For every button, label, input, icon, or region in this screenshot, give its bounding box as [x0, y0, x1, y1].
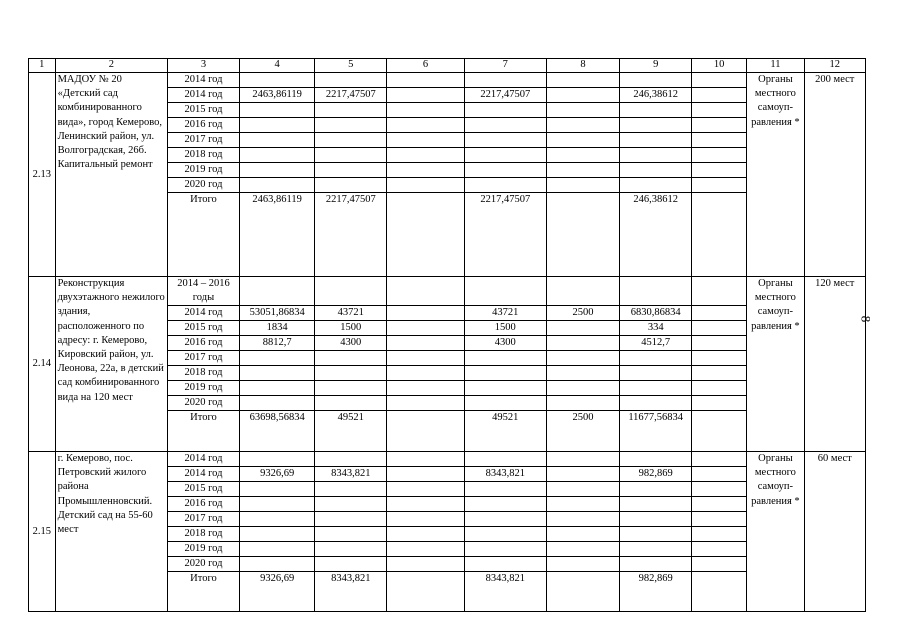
amount-cell-9: [620, 497, 692, 512]
capacity-places: 60 мест: [804, 452, 865, 612]
program-table: [28, 58, 866, 612]
amount-cell-9: [620, 482, 692, 497]
amount-cell-10: [692, 306, 747, 321]
period-cell: 2018 год: [168, 527, 240, 542]
amount-cell-4: [239, 118, 315, 133]
amount-cell-4: 9326,69: [239, 467, 315, 482]
amount-cell-9: 246,38612: [620, 193, 692, 277]
amount-cell-10: [692, 178, 747, 193]
amount-cell-10: [692, 381, 747, 396]
amount-cell-5: [315, 497, 387, 512]
amount-cell-8: [546, 542, 620, 557]
amount-cell-4: [239, 497, 315, 512]
amount-cell-5: 8343,821: [315, 467, 387, 482]
amount-cell-10: [692, 557, 747, 572]
period-cell: 2020 год: [168, 178, 240, 193]
amount-cell-9: 6830,86834: [620, 306, 692, 321]
amount-cell-7: [464, 148, 546, 163]
amount-cell-9: [620, 351, 692, 366]
amount-cell-4: [239, 277, 315, 306]
amount-cell-8: [546, 527, 620, 542]
amount-cell-4: [239, 527, 315, 542]
amount-cell-10: [692, 321, 747, 336]
period-cell: 2019 год: [168, 163, 240, 178]
amount-cell-5: [315, 512, 387, 527]
amount-cell-5: [315, 452, 387, 467]
object-name: Реконструкция двухэтажного нежилого здания, расположенного по адресу: г. Кемерово, Кировский район, ул. Леонова, 22а, в детский сад комбинированного вида на 120 мест: [55, 277, 168, 452]
amount-cell-8: [546, 512, 620, 527]
amount-cell-4: 63698,56834: [239, 411, 315, 452]
amount-cell-8: [546, 467, 620, 482]
period-cell: 2014 год: [168, 467, 240, 482]
amount-cell-8: [546, 497, 620, 512]
page-number: 8: [858, 315, 874, 323]
amount-cell-9: [620, 381, 692, 396]
amount-cell-5: 1500: [315, 321, 387, 336]
amount-cell-5: [315, 163, 387, 178]
amount-cell-5: [315, 103, 387, 118]
capacity-places: 120 мест: [804, 277, 865, 452]
amount-cell-9: [620, 396, 692, 411]
object-name: МАДОУ № 20 «Детский сад комбинированного вида», город Кемерово, Ленинский район, ул. Волгоградская, 26б. Капитальный ремонт: [55, 73, 168, 277]
amount-cell-10: [692, 467, 747, 482]
column-number: 12: [804, 59, 865, 73]
amount-cell-9: [620, 178, 692, 193]
amount-cell-6: [387, 103, 465, 118]
amount-cell-6: [387, 452, 465, 467]
amount-cell-9: 982,869: [620, 572, 692, 612]
amount-cell-6: [387, 321, 465, 336]
period-cell: Итого: [168, 193, 240, 277]
period-cell: 2020 год: [168, 557, 240, 572]
period-cell: 2020 год: [168, 396, 240, 411]
amount-cell-6: [387, 178, 465, 193]
period-cell: 2016 год: [168, 118, 240, 133]
amount-cell-8: [546, 133, 620, 148]
column-number: 2: [55, 59, 168, 73]
item-number: 2.14: [29, 277, 56, 452]
table-body: [29, 59, 866, 612]
amount-cell-5: [315, 118, 387, 133]
amount-cell-10: [692, 277, 747, 306]
amount-cell-10: [692, 452, 747, 467]
amount-cell-7: [464, 557, 546, 572]
amount-cell-5: [315, 527, 387, 542]
period-cell: Итого: [168, 411, 240, 452]
amount-cell-8: [546, 163, 620, 178]
amount-cell-4: 53051,86834: [239, 306, 315, 321]
amount-cell-4: [239, 73, 315, 88]
amount-cell-6: [387, 366, 465, 381]
amount-cell-7: [464, 381, 546, 396]
period-cell: 2015 год: [168, 482, 240, 497]
amount-cell-6: [387, 381, 465, 396]
amount-cell-5: [315, 133, 387, 148]
amount-cell-9: [620, 452, 692, 467]
amount-cell-5: 43721: [315, 306, 387, 321]
period-cell: 2017 год: [168, 351, 240, 366]
amount-cell-6: [387, 482, 465, 497]
amount-cell-10: [692, 336, 747, 351]
responsible-body: Органы местного самоуп-равления *: [747, 73, 804, 277]
amount-cell-10: [692, 193, 747, 277]
amount-cell-8: 2500: [546, 411, 620, 452]
amount-cell-7: 1500: [464, 321, 546, 336]
amount-cell-6: [387, 572, 465, 612]
amount-cell-8: [546, 73, 620, 88]
amount-cell-4: [239, 133, 315, 148]
amount-cell-5: 2217,47507: [315, 88, 387, 103]
period-cell: 2018 год: [168, 366, 240, 381]
amount-cell-10: [692, 103, 747, 118]
amount-cell-7: 8343,821: [464, 572, 546, 612]
amount-cell-8: [546, 572, 620, 612]
amount-cell-7: [464, 73, 546, 88]
amount-cell-4: [239, 512, 315, 527]
amount-cell-8: [546, 118, 620, 133]
amount-cell-9: [620, 118, 692, 133]
amount-cell-5: [315, 482, 387, 497]
amount-cell-5: [315, 178, 387, 193]
amount-cell-5: [315, 366, 387, 381]
amount-cell-9: 4512,7: [620, 336, 692, 351]
amount-cell-4: 2463,86119: [239, 88, 315, 103]
year-row: [29, 452, 866, 467]
column-number: 3: [168, 59, 240, 73]
amount-cell-10: [692, 88, 747, 103]
amount-cell-9: [620, 512, 692, 527]
period-cell: 2016 год: [168, 497, 240, 512]
amount-cell-6: [387, 557, 465, 572]
amount-cell-4: [239, 163, 315, 178]
amount-cell-10: [692, 396, 747, 411]
amount-cell-5: 49521: [315, 411, 387, 452]
amount-cell-5: [315, 381, 387, 396]
amount-cell-4: [239, 148, 315, 163]
amount-cell-9: 982,869: [620, 467, 692, 482]
period-cell: Итого: [168, 572, 240, 612]
amount-cell-7: [464, 396, 546, 411]
amount-cell-7: [464, 178, 546, 193]
column-number: 10: [692, 59, 747, 73]
amount-cell-4: 1834: [239, 321, 315, 336]
amount-cell-4: [239, 366, 315, 381]
amount-cell-7: [464, 366, 546, 381]
amount-cell-5: 8343,821: [315, 572, 387, 612]
amount-cell-4: [239, 178, 315, 193]
amount-cell-8: [546, 482, 620, 497]
amount-cell-8: [546, 396, 620, 411]
amount-cell-6: [387, 467, 465, 482]
amount-cell-8: [546, 178, 620, 193]
amount-cell-7: 8343,821: [464, 467, 546, 482]
amount-cell-9: 11677,56834: [620, 411, 692, 452]
period-cell: 2015 год: [168, 321, 240, 336]
amount-cell-9: [620, 366, 692, 381]
period-cell: 2018 год: [168, 148, 240, 163]
amount-cell-9: [620, 103, 692, 118]
amount-cell-4: [239, 396, 315, 411]
amount-cell-6: [387, 497, 465, 512]
amount-cell-6: [387, 306, 465, 321]
amount-cell-10: [692, 542, 747, 557]
amount-cell-7: [464, 527, 546, 542]
column-number: 7: [464, 59, 546, 73]
amount-cell-6: [387, 527, 465, 542]
amount-cell-7: [464, 351, 546, 366]
amount-cell-10: [692, 411, 747, 452]
amount-cell-8: 2500: [546, 306, 620, 321]
amount-cell-6: [387, 336, 465, 351]
amount-cell-7: [464, 118, 546, 133]
amount-cell-4: 8812,7: [239, 336, 315, 351]
amount-cell-4: [239, 452, 315, 467]
amount-cell-10: [692, 351, 747, 366]
amount-cell-6: [387, 396, 465, 411]
amount-cell-5: [315, 277, 387, 306]
amount-cell-5: 4300: [315, 336, 387, 351]
amount-cell-7: [464, 103, 546, 118]
column-number: 4: [239, 59, 315, 73]
amount-cell-5: [315, 351, 387, 366]
amount-cell-5: 2217,47507: [315, 193, 387, 277]
amount-cell-9: [620, 527, 692, 542]
amount-cell-7: [464, 512, 546, 527]
amount-cell-4: [239, 381, 315, 396]
period-cell: 2014 год: [168, 306, 240, 321]
amount-cell-8: [546, 351, 620, 366]
amount-cell-10: [692, 148, 747, 163]
amount-cell-6: [387, 88, 465, 103]
responsible-body: Органы местного самоуп-равления *: [747, 277, 804, 452]
amount-cell-8: [546, 452, 620, 467]
amount-cell-5: [315, 73, 387, 88]
amount-cell-6: [387, 512, 465, 527]
amount-cell-6: [387, 163, 465, 178]
column-number: 9: [620, 59, 692, 73]
amount-cell-7: [464, 482, 546, 497]
amount-cell-6: [387, 118, 465, 133]
amount-cell-8: [546, 336, 620, 351]
amount-cell-4: 2463,86119: [239, 193, 315, 277]
amount-cell-4: [239, 482, 315, 497]
amount-cell-8: [546, 557, 620, 572]
amount-cell-9: [620, 557, 692, 572]
amount-cell-10: [692, 497, 747, 512]
amount-cell-9: [620, 542, 692, 557]
responsible-body: Органы местного самоуп-равления *: [747, 452, 804, 612]
amount-cell-10: [692, 482, 747, 497]
period-cell: 2016 год: [168, 336, 240, 351]
amount-cell-7: 2217,47507: [464, 88, 546, 103]
amount-cell-9: [620, 73, 692, 88]
object-name: г. Кемерово, пос. Петровский жилого района Промышленновский. Детский сад на 55-60 мест: [55, 452, 168, 612]
amount-cell-8: [546, 277, 620, 306]
amount-cell-10: [692, 512, 747, 527]
amount-cell-10: [692, 73, 747, 88]
amount-cell-5: [315, 557, 387, 572]
amount-cell-5: [315, 542, 387, 557]
amount-cell-7: 2217,47507: [464, 193, 546, 277]
period-cell: 2019 год: [168, 542, 240, 557]
amount-cell-8: [546, 148, 620, 163]
period-cell: 2014 год: [168, 452, 240, 467]
item-number: 2.15: [29, 452, 56, 612]
amount-cell-7: [464, 497, 546, 512]
column-number: 8: [546, 59, 620, 73]
column-number: 5: [315, 59, 387, 73]
column-number: 6: [387, 59, 465, 73]
amount-cell-4: [239, 542, 315, 557]
year-row: [29, 73, 866, 88]
amount-cell-6: [387, 542, 465, 557]
amount-cell-7: [464, 277, 546, 306]
amount-cell-5: [315, 148, 387, 163]
amount-cell-10: [692, 163, 747, 178]
period-cell: 2014 год: [168, 73, 240, 88]
amount-cell-8: [546, 366, 620, 381]
year-row: [29, 277, 866, 306]
period-cell: 2015 год: [168, 103, 240, 118]
amount-cell-10: [692, 572, 747, 612]
amount-cell-7: [464, 452, 546, 467]
amount-cell-6: [387, 133, 465, 148]
amount-cell-7: 4300: [464, 336, 546, 351]
amount-cell-9: 334: [620, 321, 692, 336]
amount-cell-6: [387, 73, 465, 88]
amount-cell-8: [546, 321, 620, 336]
period-cell: 2014 год: [168, 88, 240, 103]
amount-cell-6: [387, 411, 465, 452]
amount-cell-6: [387, 277, 465, 306]
amount-cell-7: 43721: [464, 306, 546, 321]
column-number: 11: [747, 59, 804, 73]
amount-cell-9: [620, 163, 692, 178]
amount-cell-4: 9326,69: [239, 572, 315, 612]
amount-cell-6: [387, 193, 465, 277]
amount-cell-5: [315, 396, 387, 411]
amount-cell-6: [387, 351, 465, 366]
amount-cell-6: [387, 148, 465, 163]
amount-cell-10: [692, 366, 747, 381]
period-cell: 2017 год: [168, 133, 240, 148]
amount-cell-7: [464, 163, 546, 178]
amount-cell-9: [620, 277, 692, 306]
period-cell: 2019 год: [168, 381, 240, 396]
column-number: 1: [29, 59, 56, 73]
column-number-row: [29, 59, 866, 73]
capacity-places: 200 мест: [804, 73, 865, 277]
amount-cell-8: [546, 103, 620, 118]
amount-cell-4: [239, 103, 315, 118]
amount-cell-8: [546, 88, 620, 103]
period-cell: 2017 год: [168, 512, 240, 527]
amount-cell-7: [464, 542, 546, 557]
amount-cell-8: [546, 193, 620, 277]
amount-cell-10: [692, 133, 747, 148]
amount-cell-7: 49521: [464, 411, 546, 452]
amount-cell-10: [692, 527, 747, 542]
amount-cell-9: 246,38612: [620, 88, 692, 103]
amount-cell-9: [620, 133, 692, 148]
amount-cell-10: [692, 118, 747, 133]
amount-cell-8: [546, 381, 620, 396]
item-number: 2.13: [29, 73, 56, 277]
amount-cell-4: [239, 351, 315, 366]
period-cell: 2014 – 2016 годы: [168, 277, 240, 306]
amount-cell-9: [620, 148, 692, 163]
amount-cell-7: [464, 133, 546, 148]
amount-cell-4: [239, 557, 315, 572]
